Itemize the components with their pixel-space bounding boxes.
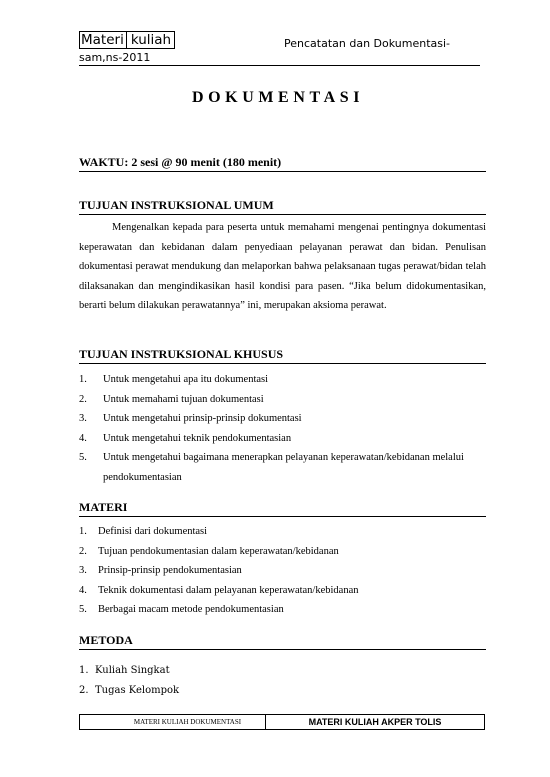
list-text: Untuk mengetahui teknik pendokumentasian (103, 432, 292, 444)
badge-word-materi: Materi (81, 32, 124, 48)
tiu-heading: TUJUAN INSTRUKSIONAL UMUM (79, 198, 486, 215)
materi-list (79, 522, 486, 620)
list-number: 2. (79, 684, 89, 696)
list-item (79, 370, 486, 390)
list-number: 1. (79, 374, 87, 385)
tiu-paragraph: Mengenalkan kepada para peserta untuk memahami mengenai pentingnya dokumentasi keperawatan dan kebidanan dalam penyediaan pelayanan perawat dan bidan. Penulisan dokumentasi perawat mendukung dan melaporkan bahwa pelaksanaan tugas perawat/bidan telah dilaksanakan dan mengindikasikan hasil kondisi para pasen. “Jika belum didokumentasikan, berarti belum dilakukan perawatannya” ini, merupakan aksioma perawat. (79, 222, 486, 311)
tik-heading: TUJUAN INSTRUKSIONAL KHUSUS (79, 347, 486, 364)
list-text: Untuk memahami tujuan dokumentasi (103, 393, 264, 405)
list-number: 3. (79, 565, 87, 576)
footer-right-label: MATERI KULIAH AKPER TOLIS (308, 717, 442, 727)
list-text: Prinsip-prinsip pendokumentasian (98, 565, 242, 576)
list-number: 2. (79, 545, 87, 557)
list-text: Teknik dokumentasi dalam pelayanan keperawatan/kebidanan (98, 584, 359, 596)
header-badge (79, 31, 175, 49)
list-number: 1. (79, 665, 89, 676)
list-text: Tujuan pendokumentasian dalam keperawatan/kebidanan (98, 545, 339, 557)
header-author: sam,ns-2011 (79, 51, 151, 64)
list-text: Tugas Kelompok (95, 684, 180, 696)
list-item (79, 390, 486, 410)
footer-left-label: MATERI KULIAH DOKUMENTASI (80, 715, 266, 729)
header-course-title: Pencatatan dan Dokumentasi- (284, 37, 451, 50)
list-text: Definisi dari dokumentasi (98, 526, 208, 537)
list-text: Kuliah Singkat (95, 665, 170, 676)
list-item (79, 600, 486, 620)
list-number: 5. (79, 604, 87, 615)
list-number: 3. (79, 413, 87, 424)
list-text: Untuk mengetahui apa itu dokumentasi (103, 374, 269, 385)
list-item (79, 429, 486, 449)
list-item (79, 409, 486, 429)
waktu-heading: WAKTU: 2 sesi @ 90 menit (180 menit) (79, 155, 486, 172)
list-item (79, 561, 486, 581)
list-item (79, 661, 486, 681)
list-number: 4. (79, 432, 87, 444)
list-item (79, 681, 486, 701)
list-text: Berbagai macam metode pendokumentasian (98, 604, 284, 615)
list-item (79, 542, 486, 562)
list-item (79, 448, 486, 487)
materi-heading: MATERI (79, 500, 486, 517)
header-rule (79, 65, 480, 66)
tik-list (79, 370, 486, 487)
list-item (79, 522, 486, 542)
list-number: 2. (79, 393, 87, 405)
page-header (79, 31, 480, 67)
list-text: Untuk mengetahui prinsip-prinsip dokumentasi (103, 413, 302, 424)
document-title: DOKUMENTASI (191, 89, 365, 106)
list-number: 5. (79, 452, 87, 463)
metoda-list (79, 661, 486, 700)
list-item (79, 581, 486, 601)
list-text: Untuk mengetahui bagaimana menerapkan pelayanan keperawatan/kebidanan melalui pendokumentasian (103, 452, 464, 483)
badge-word-kuliah: kuliah (126, 32, 171, 48)
list-number: 1. (79, 526, 87, 537)
list-number: 4. (79, 584, 87, 596)
page-footer (79, 714, 485, 730)
metoda-heading: METODA (79, 633, 486, 650)
